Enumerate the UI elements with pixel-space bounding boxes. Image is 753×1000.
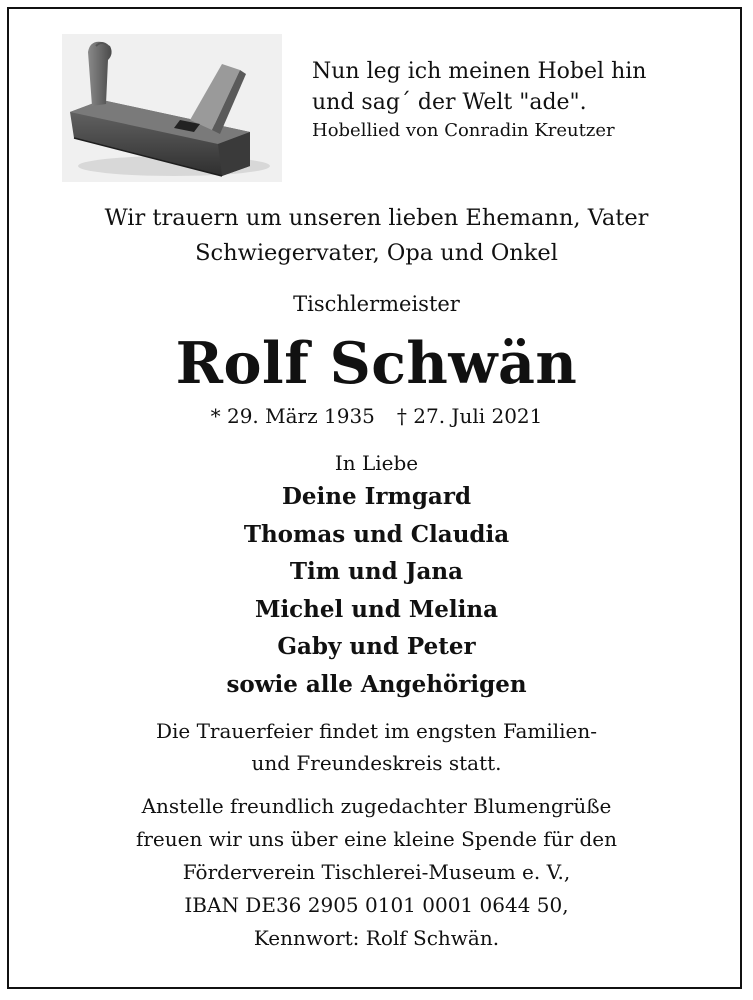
mourner-name: Gaby und Peter xyxy=(277,633,476,660)
donation-iban: IBAN DE36 2905 0101 0001 0644 50, xyxy=(184,893,569,917)
donation-keyword: Kennwort: Rolf Schwän. xyxy=(253,926,500,950)
donation-line-3: Förderverein Tischlerei-Museum e. V., xyxy=(182,860,571,884)
intro-line-2: Schwiegervater, Opa und Onkel xyxy=(195,240,558,266)
hand-plane-icon xyxy=(62,34,282,182)
birth-date: * 29. März 1935 xyxy=(210,404,375,428)
mourner-name: Deine Irmgard xyxy=(281,483,472,510)
mourner-name: sowie alle Angehörigen xyxy=(226,670,527,698)
quote-line-1: Nun leg ich meinen Hobel hin xyxy=(312,59,647,84)
mourners-heading: In Liebe xyxy=(334,451,419,475)
deceased-title: Tischlermeister xyxy=(293,292,460,316)
quote-source: Hobellied von Conradin Kreutzer xyxy=(312,120,615,141)
funeral-line-2: und Freundeskreis statt. xyxy=(251,751,502,775)
donation-line-2: freuen wir uns über eine kleine Spende für den xyxy=(135,827,618,851)
death-date: † 27. Juli 2021 xyxy=(396,404,543,428)
mourners-list xyxy=(0,478,753,703)
quote-line-2: und sag´ der Welt "ade". xyxy=(312,90,587,115)
intro-text xyxy=(0,201,753,271)
mourner-name: Tim und Jana xyxy=(289,558,464,585)
donation-line-1: Anstelle freundlich zugedachter Blumengrüße xyxy=(141,794,612,818)
intro-line-1: Wir trauern um unseren lieben Ehemann, Vater xyxy=(104,205,649,231)
hand-plane-photo xyxy=(62,34,282,182)
funeral-notice xyxy=(0,715,753,779)
mourner-name: Michel und Melina xyxy=(254,595,499,623)
mourner-name: Thomas und Claudia xyxy=(243,520,510,548)
funeral-line-1: Die Trauerfeier findet im engsten Familien- xyxy=(155,719,598,743)
quote-block xyxy=(312,56,732,144)
donation-notice xyxy=(0,790,753,955)
life-dates xyxy=(0,400,753,432)
deceased-name: Rolf Schwän xyxy=(175,330,578,397)
